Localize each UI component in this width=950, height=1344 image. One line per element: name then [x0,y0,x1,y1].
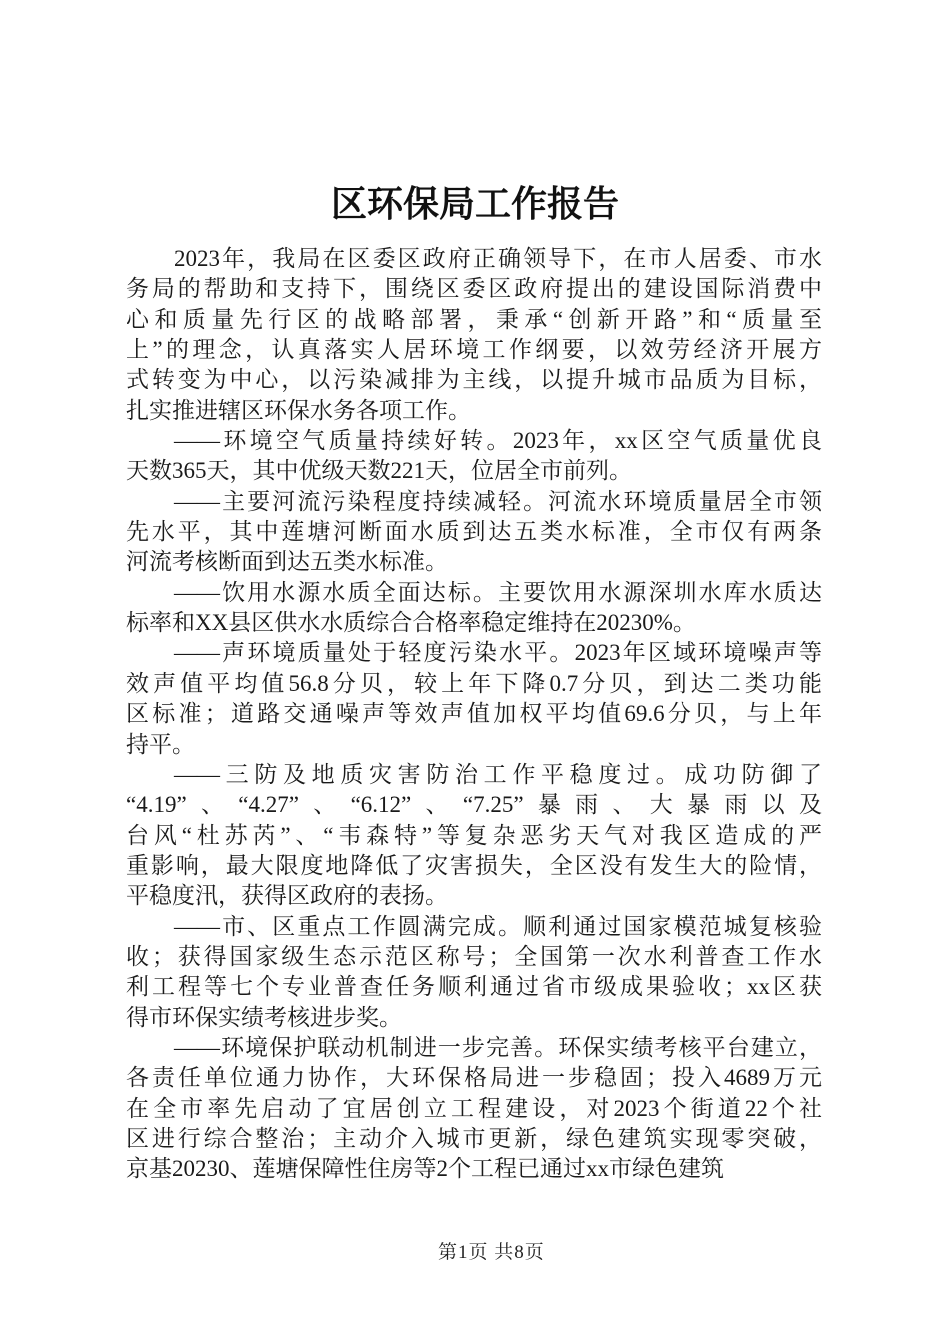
text-line: 在全市率先启动了宜居创立工程建设，对2023个街道22个社 [126,1095,822,1121]
text-line: 标率和XX县区供水水质综合合格率稳定维持在20230%。 [126,610,696,636]
text-line: 区进行综合整治；主动介入城市更新，绿色建筑实现零突破， [126,1125,822,1151]
text-line: ——市、区重点工作圆满完成。顺利通过国家模范城复核验 [174,913,822,939]
text-line: ——主要河流污染程度持续减轻。河流水环境质量居全市领 [174,488,822,514]
text-line: 式转变为中心，以污染减排为主线，以提升城市品质为目标， [126,367,822,393]
text-line: 扎实推进辖区环保水务各项工作。 [126,397,471,423]
text-line: 先水平，其中莲塘河断面水质到达五类水标准，全市仅有两条 [126,519,822,545]
text-line: 心和质量先行区的战略部署，秉承“创新开路”和“质量至 [126,306,822,332]
document-title: 区环保局工作报告 [330,184,619,224]
text-line: ——环境空气质量持续好转。2023年，xx区空气质量优良 [174,428,822,454]
text-line: 务局的帮助和支持下，围绕区委区政府提出的建设国际消费中 [126,276,822,302]
text-line: 重影响，最大限度地降低了灾害损失，全区没有发生大的险情， [126,852,822,878]
text-line: 台风“杜苏芮”、“韦森特”等复杂恶劣天气对我区造成的严 [126,822,822,848]
text-line: ——声环境质量处于轻度污染水平。2023年区域环境噪声等 [174,640,822,666]
document-body [126,244,822,1185]
page-footer [438,1240,545,1266]
text-line: 收；获得国家级生态示范区称号；全国第一次水利普查工作水 [126,943,822,969]
text-line: ——三防及地质灾害防治工作平稳度过。成功防御了 [174,761,822,787]
text-line: 天数365天，其中优级天数221天，位居全市前列。 [126,458,632,484]
text-line: 2023年，我局在区委区政府正确领导下，在市人居委、市水 [174,246,822,271]
text-line: 各责任单位通力协作，大环保格局进一步稳固；投入4689万元 [126,1065,822,1091]
text-line: 区标准；道路交通噪声等效声值加权平均值69.6分贝，与上年 [126,701,822,727]
text-line: 效声值平均值56.8分贝，较上年下降0.7分贝，到达二类功能 [126,670,822,696]
text-line: “4.19”、“4.27”、“6.12”、“7.25”暴雨、大暴雨以及 [126,792,822,818]
page-number-text: 第1页 共8页 [438,1242,545,1263]
text-line: ——饮用水源水质全面达标。主要饮用水源深圳水库水质达 [174,579,822,605]
text-line: 持平。 [126,731,195,757]
text-line: 上”的理念，认真落实人居环境工作纲要，以效劳经济开展方 [126,337,822,363]
text-line: 河流考核断面到达五类水标准。 [126,549,448,575]
text-line: 利工程等七个专业普查任务顺利通过省市级成果验收；xx区获 [126,974,822,1000]
text-line: 平稳度汛，获得区政府的表扬。 [126,883,448,909]
text-line: 京基20230、莲塘保障性住房等2个工程已通过xx市绿色建筑 [126,1156,724,1182]
text-line: ——环境保护联动机制进一步完善。环保实绩考核平台建立， [174,1034,822,1060]
text-line: 得市环保实绩考核进步奖。 [126,1004,402,1030]
